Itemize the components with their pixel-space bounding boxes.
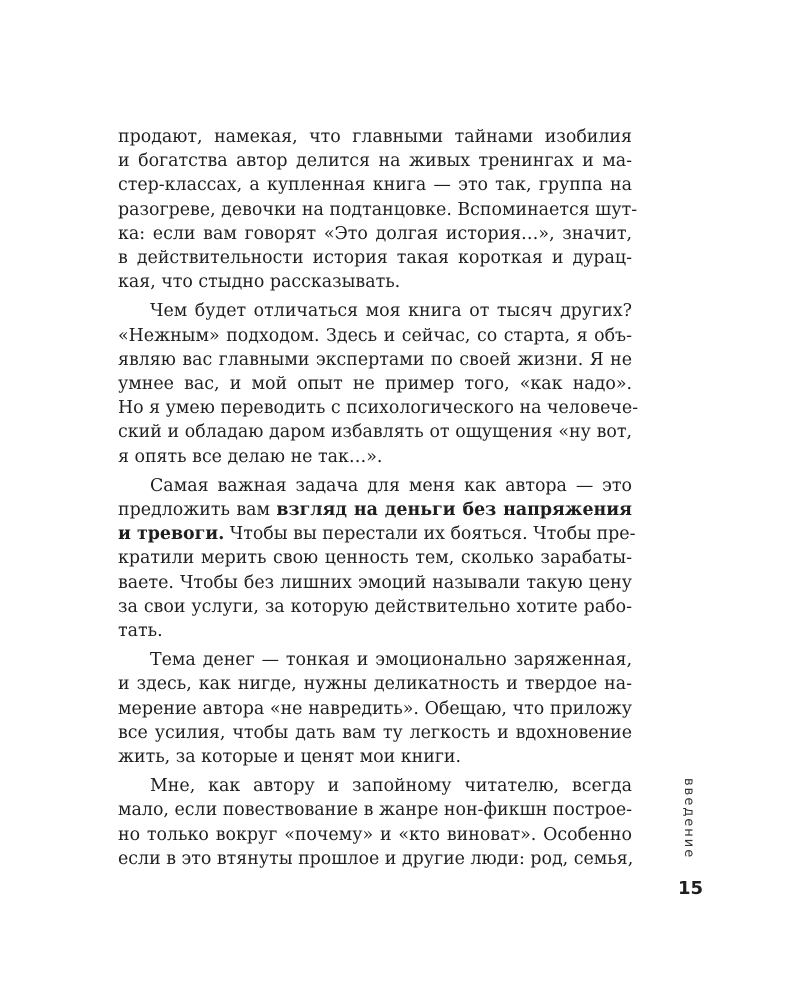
text-line: мало, если повествование в жанре нон-фикшн построе- [118, 800, 632, 821]
text-line: продают, намекая, что главными тайнами изобилия [118, 127, 632, 147]
body-text [118, 125, 639, 871]
text-line: ваете. Чтобы без лишних эмоций называли такую цену [118, 572, 632, 593]
text-line: все усилия, чтобы дать вам ту легкость и вдохновение [118, 722, 632, 743]
text-line: Но я умею переводить с психологического на человече- [118, 398, 639, 419]
text-line: разогреве, девочки на подтанцовке. Вспоминается шут- [118, 199, 638, 220]
emphasis-text: взгляд на деньги без напряжения [276, 500, 633, 521]
text-line: кратили мерить свою ценность тем, сколько зарабаты- [118, 548, 632, 569]
text-line: Мне, как автору и запойному читателю, всегда [150, 776, 632, 797]
paragraph [118, 774, 632, 871]
text-line [118, 498, 632, 522]
text-line: ский и обладаю даром избавлять от ощущения «ну вот, [118, 422, 632, 443]
text-line [118, 522, 636, 546]
text-line: если в это втянуты прошлое и другие люди: род, семья, [118, 848, 634, 869]
page-number: 15 [678, 878, 704, 899]
text-line: за свои услуги, за которую действительно хотите рабо- [118, 596, 632, 617]
text-line: жить, за которые и ценят мои книги. [118, 747, 462, 768]
paragraph [118, 299, 639, 468]
text-line: и здесь, как нигде, нужны деликатность и твердое на- [118, 674, 632, 695]
paragraph [118, 474, 636, 643]
text-line: мерение автора «не навредить». Обещаю, что приложу [118, 698, 632, 719]
text-line: и богатства автор делится на живых тренингах и ма- [118, 151, 632, 172]
text-line: стер-классах, а купленная книга — это так, группа на [118, 175, 632, 196]
text-line: но только вокруг «почему» и «кто виноват». Особенно [118, 824, 632, 845]
paragraph [118, 648, 632, 769]
text-line: являю вас главными экспертами по своей жизни. Я не [118, 349, 632, 370]
text-line: тать. [118, 621, 163, 642]
text-line: я опять все делаю не так…». [118, 446, 383, 467]
text-line: «Нежным» подходом. Здесь и сейчас, со старта, я объ- [118, 325, 632, 346]
text-span: предложить вам [118, 500, 271, 521]
text-line: умнее вас, и мой опыт не пример того, «как надо». [118, 374, 632, 395]
text-line: Самая важная задача для меня как автора — это [150, 475, 632, 496]
text-line: Чем будет отличаться моя книга от тысяч других? [150, 301, 632, 322]
text-line: Тема денег — тонкая и эмоционально заряженная, [150, 650, 632, 671]
text-span: Чтобы вы перестали их бояться. Чтобы пре- [224, 524, 636, 545]
paragraph [118, 125, 638, 294]
text-line: в действительности история такая короткая и дурац- [118, 248, 632, 269]
section-label: введение [681, 778, 696, 860]
emphasis-text: и тревоги. [118, 524, 225, 545]
text-line: кая, что стыдно рассказывать. [118, 272, 401, 293]
text-line: ка: если вам говорят «Это долгая история…», значит, [118, 223, 632, 244]
